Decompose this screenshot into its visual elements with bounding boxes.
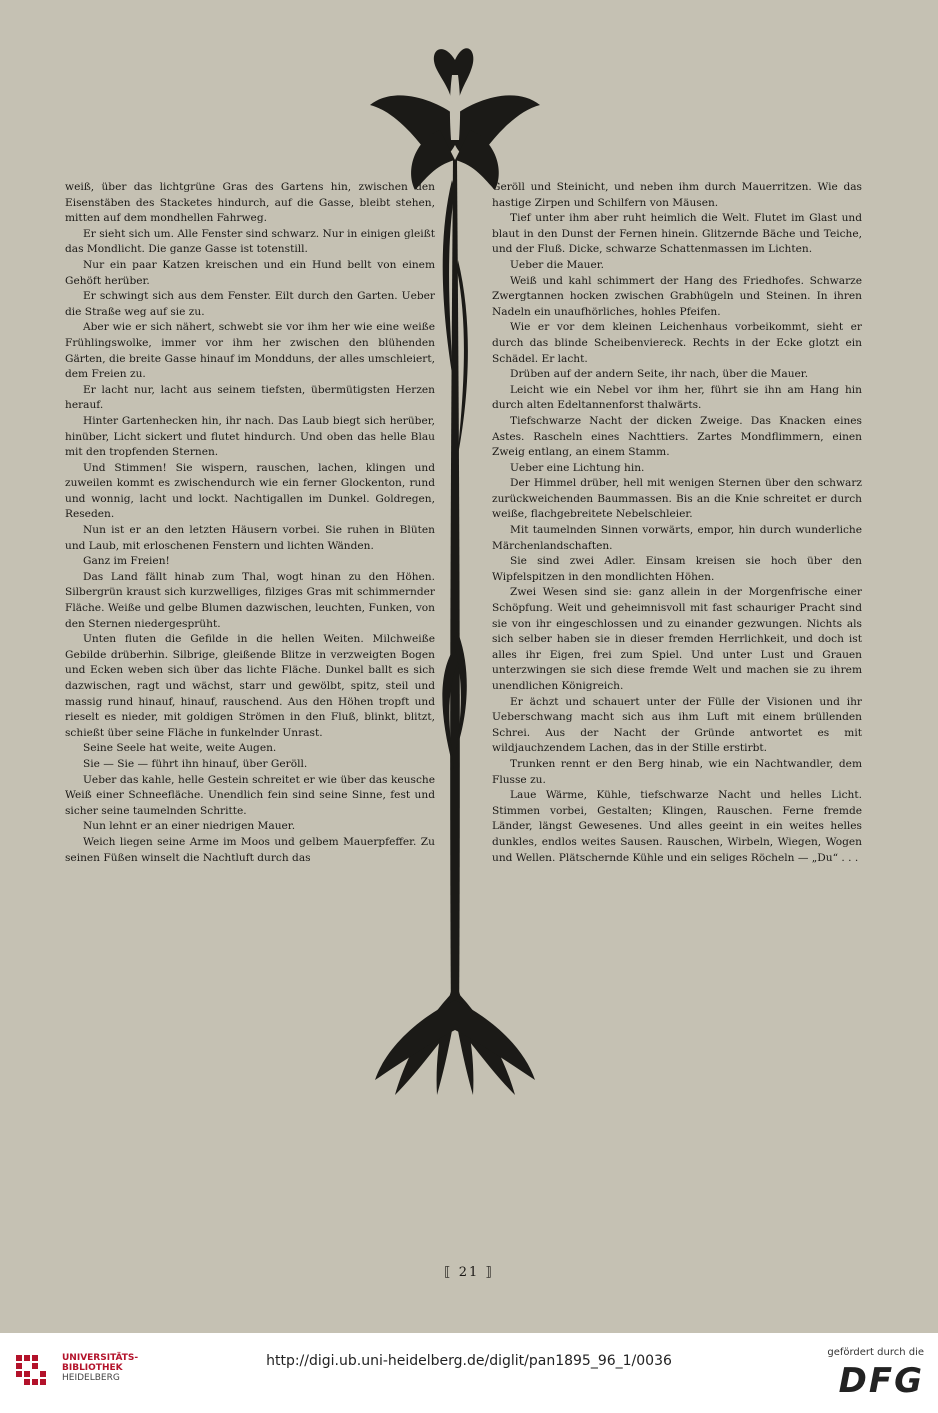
- paragraph: Zwei Wesen sind sie: ganz allein in der Morgenfrische einer Schöpfung. Weit und geheimnisvoll mit fast schauriger Pracht sind sie von ihr eingeschlossen und zu einander gezwungen. Nichts als sich selber haben sie in dieser fremden Herrlichkeit, und doch ist alles ihr Eigen, frei zum Spiel. Und unter Lust und Grauen unterzwingen sie sich diese fremde Welt und machen sie zu ihrem unendlichen Königreich.: [492, 586, 862, 692]
- paragraph: Leicht wie ein Nebel vor ihm her, führt sie ihn am Hang hin durch alten Edeltannenforst thalwärts.: [492, 383, 862, 412]
- institution-line-2: BIBLIOTHEK: [62, 1363, 123, 1373]
- paragraph: Hinter Gartenhecken hin, ihr nach. Das Laub biegt sich herüber, hinüber, Licht sickert und flutet hindurch. Und oben das helle Blau mit den tropfenden Sternen.: [65, 414, 435, 459]
- paragraph: weiß, über das lichtgrüne Gras des Gartens hin, zwischen den Eisenstäben des Stacketes hindurch, auf die Gasse, bleibt stehen, mitten auf dem mondhellen Fahrweg.: [65, 181, 435, 225]
- paragraph: Unten fluten die Gefilde in die hellen Weiten. Milchweiße Gebilde drüberhin. Silbrige, gleißende Blitze in verzweigten Bogen und Ecken weben sich über das lichte Fläche. Dunkel ballt es sich dazwischen, ragt und wächst, starr und gewölbt, spitz, steil und massig rund hinauf, hinauf, rauschend. Aus den Höhen tropft und rieselt es nieder, mit goldigen Strömen in den Fluß, blinkt, blitzt, schießt über seine Fläche in funkelnder Unrast.: [65, 633, 435, 739]
- right-text-column: [492, 180, 862, 866]
- paragraph: Ueber das kahle, helle Gestein schreitet er wie über das keusche Weiß einer Schneefläche. Unendlich fein sind seine Sinne, fest und sicher seine taumelnden Schritte.: [65, 773, 435, 817]
- dfg-logo: DFG: [838, 1361, 924, 1401]
- paragraph: Sie sind zwei Adler. Einsam kreisen sie hoch über den Wipfelspitzen in den mondlichten Höhen.: [492, 555, 862, 583]
- paragraph: Mit taumelnden Sinnen vorwärts, empor, hin durch wunderliche Märchenlandschaften.: [492, 524, 862, 552]
- funded-by-label: gefördert durch die: [827, 1347, 924, 1358]
- paragraph: Seine Seele hat weite, weite Augen.: [83, 742, 277, 755]
- paragraph: Ueber die Mauer.: [510, 258, 605, 271]
- paragraph: Das Land fällt hinab zum Thal, wogt hinan zu den Höhen. Silbergrün kraust sich kurzwelliges, filziges Gras mit schimmernder Fläche. Weiße und gelbe Blumen dazwischen, leuchten, Funken, von den Sternen niedergesprüht.: [65, 570, 435, 630]
- paragraph: Ganz im Freien!: [83, 555, 170, 568]
- paragraph: Wie er vor dem kleinen Leichenhaus vorbeikommt, sieht er durch das blinde Scheibenviereck. Rechts in der Ecke glotzt ein Schädel. Er lacht.: [492, 321, 862, 365]
- page-number: ⟦ 21 ⟧: [444, 1265, 494, 1280]
- paragraph: Nur ein paar Katzen kreischen und ein Hund bellt von einem Gehöft herüber.: [65, 258, 435, 287]
- paragraph: Er lacht nur, lacht aus seinem tiefsten, übermütigsten Herzen herauf.: [65, 383, 435, 412]
- permalink-url[interactable]: http://digi.ub.uni-heidelberg.de/diglit/pan1895_96_1/0036: [266, 1353, 672, 1369]
- paragraph: Tiefschwarze Nacht der dicken Zweige. Das Knacken eines Astes. Rascheln eines Nachttiers. Zartes Mondflimmern, einen Zweig entlang, an einem Stamm.: [492, 414, 862, 459]
- paragraph: Drüben auf der andern Seite, ihr nach, über die Mauer.: [510, 368, 809, 381]
- footer-bar: [0, 1333, 938, 1413]
- paragraph: Geröll und Steinicht, und neben ihm durch Mauerritzen. Wie das hastige Zirpen und Schilfern von Mäusen.: [492, 181, 862, 209]
- paragraph: Der Himmel drüber, hell mit wenigen Sternen über den schwarz zurückweichenden Baummassen. Bis an die Knie schreitet er durch weiße, flachgebreitete Nebelschleier.: [492, 477, 862, 521]
- paragraph: Sie — Sie — führt ihn hinauf, über Geröll.: [83, 757, 308, 770]
- paragraph: Er sieht sich um. Alle Fenster sind schwarz. Nur in einigen gleißt das Mondlicht. Die ganze Gasse ist totenstill.: [65, 227, 435, 256]
- paragraph: Weich liegen seine Arme im Moos und gelbem Mauerpfeffer. Zu seinen Füßen winselt die Nachtluft durch das: [65, 835, 435, 864]
- paragraph: Aber wie er sich nähert, schwebt sie vor ihm her wie eine weiße Frühlingswolke, immer vor ihm her zwischen den blühenden Gärten, die breite Gasse hinauf im Mondduns, der alles umschleiert, dem Freien zu.: [65, 321, 435, 381]
- paragraph: Er schwingt sich aus dem Fenster. Eilt durch den Garten. Ueber die Straße weg auf sie zu.: [65, 290, 435, 318]
- paragraph: Und Stimmen! Sie wispern, rauschen, lachen, klingen und zuweilen kommt es zwischendurch wie ein ferner Glockenton, rund und wonnig, lacht und lockt. Nachtigallen im Dunkel. Goldregen, Reseden.: [65, 461, 435, 521]
- paragraph: Er ächzt und schauert unter der Fülle der Visionen und ihr Ueberschwang macht sich aus ihm Luft mit einem brüllenden Schrei. Aus der Nacht der Gründe antwortet es mit wildjauchzendem Lachen, das in der Stille erstirbt.: [492, 695, 862, 755]
- institution-line-1: UNIVERSITÄTS-: [62, 1353, 139, 1363]
- institution-line-3: HEIDELBERG: [62, 1373, 120, 1383]
- paragraph: Weiß und kahl schimmert der Hang des Friedhofes. Schwarze Zwergtannen hocken zwischen Grabhügeln und Steinen. In ihren Nadeln ein unaufhörliches, hohles Pfeifen.: [492, 274, 862, 318]
- paragraph: Trunken rennt er den Berg hinab, wie ein Nachtwandler, dem Flusse zu.: [492, 757, 862, 786]
- paragraph: Nun lehnt er an einer niedrigen Mauer.: [83, 820, 296, 833]
- paragraph: Laue Wärme, Kühle, tiefschwarze Nacht und helles Licht. Stimmen vorbei, Gestalten; Klingen, Rauschen. Ferne fremde Länder, längst Gewesenes. Und alles geeint in ein weites helles dunkles, endlos weites Sausen. Rauschen, Wirbeln, Wiegen, Wogen und Wellen. Plätschernde Kühle und ein seliges Röcheln — „Du“ . . .: [492, 789, 862, 864]
- paragraph: Tief unter ihm aber ruht heimlich die Welt. Flutet im Glast und blaut in den Dunst der Fernen hinein. Glitzernde Bäche und Teiche, und der Fluß. Dicke, schwarze Schattenmassen im Lichten.: [492, 212, 862, 256]
- paragraph: Nun ist er an den letzten Häusern vorbei. Sie ruhen in Blüten und Laub, mit erloschenen Fenstern und lichten Wänden.: [65, 524, 435, 552]
- paragraph: Ueber eine Lichtung hin.: [510, 461, 645, 474]
